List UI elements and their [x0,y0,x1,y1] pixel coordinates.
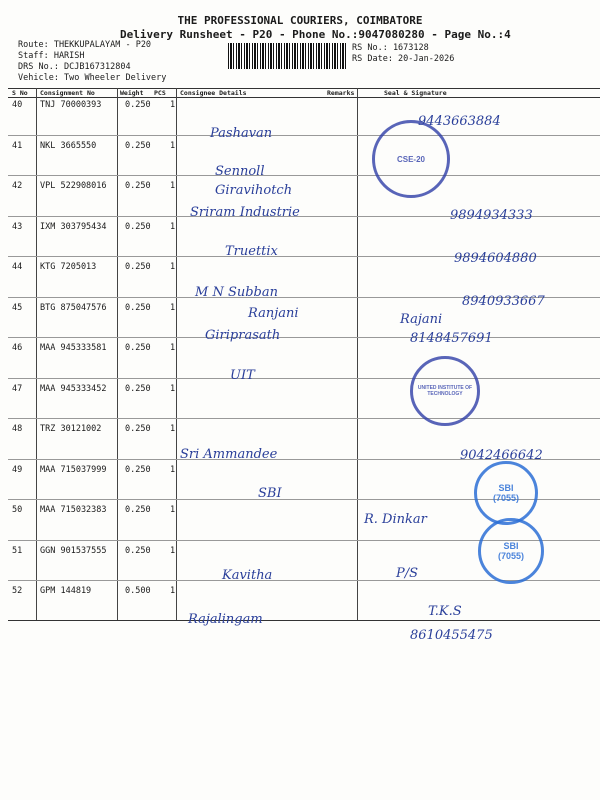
uit-stamp-2: UNITED INSTITUTE OF TECHNOLOGY [410,356,480,426]
row-pcs: 1 [170,100,176,110]
row-pcs: 1 [170,221,176,232]
row-pcs: 1 [170,343,176,353]
handwritten-phone: 9894604880 [454,251,537,266]
col-weight: Weight [120,89,144,97]
handwritten-consignee: Giravihotch [215,183,293,198]
row-divider [8,337,600,338]
table-header-border [8,97,600,98]
row-sno: 47 [12,383,23,394]
handwritten-consignee: Giriprasath [205,328,281,343]
row-consignment-no: MAA 715037999 [40,464,107,475]
staff-label: Staff: HARISH [18,51,85,61]
row-consignment-no: GGN 901537555 [40,545,107,556]
handwritten-consignee: Pashavan [210,126,273,141]
row-consignment-no: MAA 945333581 [40,343,107,353]
handwritten-phone: 9894934333 [450,208,533,223]
runsheet-title: Delivery Runsheet - P20 - Phone No.:9047080280 - Page No.:4 [120,28,511,41]
col-pcs: PCS [154,89,166,97]
handwritten-consignee: Ranjani [248,306,299,321]
handwritten-signature: T.K.S [428,604,462,619]
row-pcs: 1 [170,505,176,515]
row-divider [8,135,600,136]
handwritten-consignee: UIT [230,368,255,383]
handwritten-phone: 9443663884 [418,114,501,129]
row-pcs: 1 [170,545,176,556]
row-weight: 0.250 [125,545,151,556]
row-pcs: 1 [170,302,176,313]
row-sno: 46 [12,343,23,353]
handwritten-signature: R. Dinkar [364,512,427,527]
row-weight: 0.250 [125,505,151,515]
uit-stamp: CSE-20 [372,120,450,198]
row-weight: 0.250 [125,221,151,232]
row-sno: 49 [12,464,23,475]
row-pcs: 1 [170,383,176,394]
handwritten-signature: Rajani [400,312,443,327]
row-divider [8,175,600,176]
row-divider [8,378,600,379]
row-weight: 0.250 [125,100,151,110]
col-remarks: Remarks [327,89,355,97]
handwritten-phone: 8940933667 [462,294,545,309]
row-divider [8,418,600,419]
row-consignment-no: NKL 3665550 [40,140,97,151]
handwritten-consignee: Kavitha [222,568,273,583]
col-consignment: Consignment No [40,89,95,97]
row-pcs: 1 [170,181,176,191]
handwritten-consignee: Sennoll [215,164,265,179]
row-pcs: 1 [170,424,176,434]
vehicle-label: Vehicle: Two Wheeler Delivery [18,73,167,83]
row-consignment-no: KTG 7205013 [40,262,97,272]
row-sno: 50 [12,505,23,515]
row-sno: 41 [12,140,23,151]
handwritten-consignee: Sri Ammandee [180,447,278,462]
handwritten-consignee: Truettix [225,244,278,259]
row-consignment-no: MAA 945333452 [40,383,107,394]
row-sno: 44 [12,262,23,272]
handwritten-phone: 8148457691 [410,331,493,346]
handwritten-signature: P/S [396,566,419,581]
row-pcs: 1 [170,464,176,475]
barcode [228,43,348,69]
handwritten-consignee: Sriram Industrie [190,205,300,220]
row-weight: 0.250 [125,262,151,272]
row-consignment-no: IXM 303795434 [40,221,107,232]
row-consignment-no: BTG 875047576 [40,302,107,313]
sbi-stamp: SBI (7055) [474,461,538,525]
rs-date: RS Date: 20-Jan-2026 [352,54,455,64]
handwritten-consignee: M N Subban [195,285,278,300]
route-label: Route: THEKKUPALAYAM - P20 [18,40,152,50]
row-sno: 48 [12,424,23,434]
row-sno: 52 [12,586,23,596]
row-weight: 0.250 [125,424,151,434]
row-pcs: 1 [170,586,176,596]
row-sno: 43 [12,221,23,232]
row-weight: 0.250 [125,140,151,151]
col-sno: S No [12,89,28,97]
row-consignment-no: VPL 522908016 [40,181,107,191]
row-sno: 51 [12,545,23,556]
row-weight: 0.500 [125,586,151,596]
row-weight: 0.250 [125,464,151,475]
row-weight: 0.250 [125,302,151,313]
row-pcs: 1 [170,140,176,151]
row-pcs: 1 [170,262,176,272]
rs-number: RS No.: 1673128 [352,43,429,53]
company-title: THE PROFESSIONAL COURIERS, COIMBATORE [177,14,423,27]
handwritten-consignee: SBI [258,486,282,501]
handwritten-phone: 8610455475 [410,628,493,643]
drs-label: DRS No.: DCJB167312804 [18,62,131,72]
col-seal: Seal & Signature [384,89,447,97]
table-top-border [8,88,600,89]
row-consignment-no: TRZ 30121002 [40,424,102,434]
row-sno: 42 [12,181,23,191]
row-consignment-no: TNJ 70000393 [40,100,102,110]
sbi-stamp-2: SBI (7055) [478,518,544,584]
row-weight: 0.250 [125,343,151,353]
row-consignment-no: MAA 715032383 [40,505,107,515]
row-consignment-no: GPM 144819 [40,586,92,596]
table-bottom-border [8,620,600,621]
row-weight: 0.250 [125,181,151,191]
row-weight: 0.250 [125,383,151,394]
handwritten-phone: 9042466642 [460,448,543,463]
row-sno: 40 [12,100,23,110]
row-sno: 45 [12,302,23,313]
handwritten-consignee: Rajalingam [188,612,263,627]
col-consignee: Consignee Details [180,89,247,97]
